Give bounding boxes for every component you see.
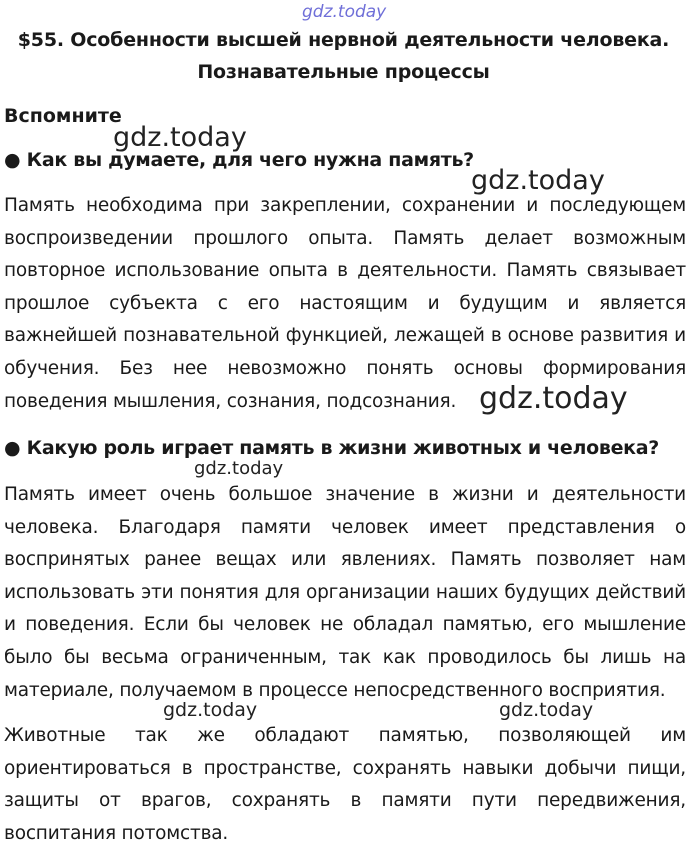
watermark-top: gdz.today — [302, 2, 387, 22]
answer-paragraph-2: Память имеет очень большое значение в жизни и деятельности человека. Благодаря памяти человек имеет представления о воспринятых ранее вещах или явлениях. Память позволяет нам использовать эти понятия для организации наших будущих действий и поведения. Если бы человек не обладал памятью, его мышление было бы весьма ограниченным, так как проводилось бы лишь на материале, получаемом в процессе непосредственного восприятия. — [4, 484, 686, 701]
watermark-2: gdz.today — [471, 165, 605, 196]
answer-paragraph-3: Животные так же обладают памятью, позволяющей им ориентироваться в пространстве, сохранять навыки добычи пищи, защиты от врагов, сохранять в памяти пути передвижения, воспитания потомства. — [4, 725, 686, 844]
watermark-1: gdz.today — [113, 122, 247, 153]
question-2: ● Какую роль играет память в жизни животных и человека? — [4, 437, 660, 459]
answer-paragraph-1: Память необходима при закреплении, сохранении и последующем воспроизведении прошлого опыта. Память делает возможным повторное использование опыта в деятельности. Память связывает прошлое субъекта с его настоящим и будущим и является важнейшей познавательной функцией, лежащей в основе развития и обучения. Без нее невозможно понять основы формирования поведения мышления, сознания, подсознания. — [4, 195, 686, 412]
watermark-3: gdz.today — [479, 381, 628, 416]
recall-heading: Вспомните — [4, 105, 122, 127]
question-1: ● Как вы думаете, для чего нужна память? — [4, 149, 474, 171]
watermark-4: gdz.today — [194, 458, 284, 479]
watermark-5: gdz.today — [163, 699, 258, 721]
section-title-line-2: Познавательные процессы — [197, 61, 490, 83]
section-title-line-1: $55. Особенности высшей нервной деятельности человека. — [17, 29, 670, 51]
watermark-6: gdz.today — [499, 699, 594, 721]
